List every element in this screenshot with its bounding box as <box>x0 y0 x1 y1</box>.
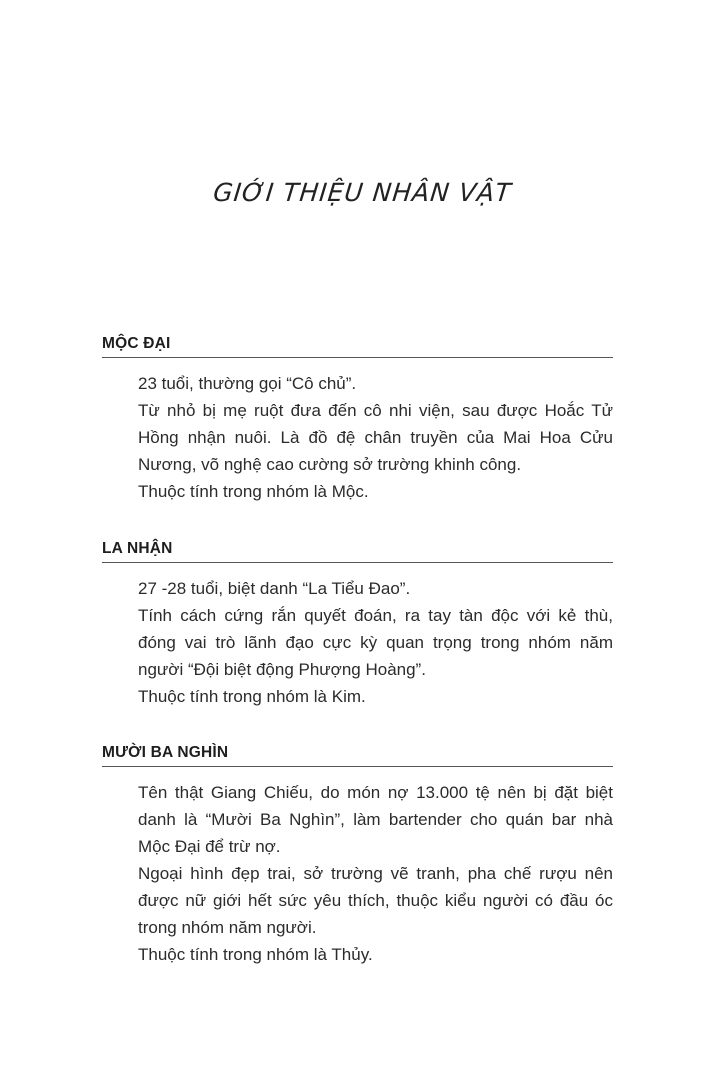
character-section-moc-dai <box>102 335 613 505</box>
character-name-heading: MƯỜI BA NGHÌN <box>102 744 613 767</box>
description-paragraph: 27 -28 tuổi, biệt danh “La Tiểu Đao”. <box>138 579 411 598</box>
page-title: GIỚI THIỆU NHÂN VẬT <box>211 178 514 207</box>
character-description <box>102 563 613 710</box>
character-description <box>102 767 613 968</box>
description-paragraph: Thuộc tính trong nhóm là Kim. <box>138 687 366 706</box>
description-paragraph: Ngoại hình đẹp trai, sở trường vẽ tranh, pha chế rượu nên được nữ giới hết sức yêu thích, thuộc kiểu người có đầu óc trong nhóm năm người. <box>138 864 613 937</box>
description-paragraph: 23 tuổi, thường gọi “Cô chủ”. <box>138 374 357 393</box>
description-paragraph: Từ nhỏ bị mẹ ruột đưa đến cô nhi viện, sau được Hoắc Tử Hồng nhận nuôi. Là đồ đệ chân truyền của Mai Hoa Cửu Nương, võ nghệ cao cường sở trường khinh công. <box>138 401 613 474</box>
character-name-heading: MỘC ĐẠI <box>102 335 613 358</box>
description-paragraph: Tên thật Giang Chiếu, do món nợ 13.000 tệ nên bị đặt biệt danh là “Mười Ba Nghìn”, làm bartender cho quán bar nhà Mộc Đại để trừ nợ. <box>138 783 613 856</box>
description-paragraph: Thuộc tính trong nhóm là Thủy. <box>138 945 373 964</box>
character-section-muoi-ba-nghin <box>102 744 613 968</box>
character-name-heading: LA NHẬN <box>102 540 613 563</box>
character-section-la-nhan <box>102 540 613 710</box>
description-paragraph: Tính cách cứng rắn quyết đoán, ra tay tàn độc với kẻ thù, đóng vai trò lãnh đạo cực kỳ quan trọng trong nhóm năm người “Đội biệt động Phượng Hoàng”. <box>138 606 613 679</box>
character-description <box>102 358 613 505</box>
description-paragraph: Thuộc tính trong nhóm là Mộc. <box>138 482 369 501</box>
